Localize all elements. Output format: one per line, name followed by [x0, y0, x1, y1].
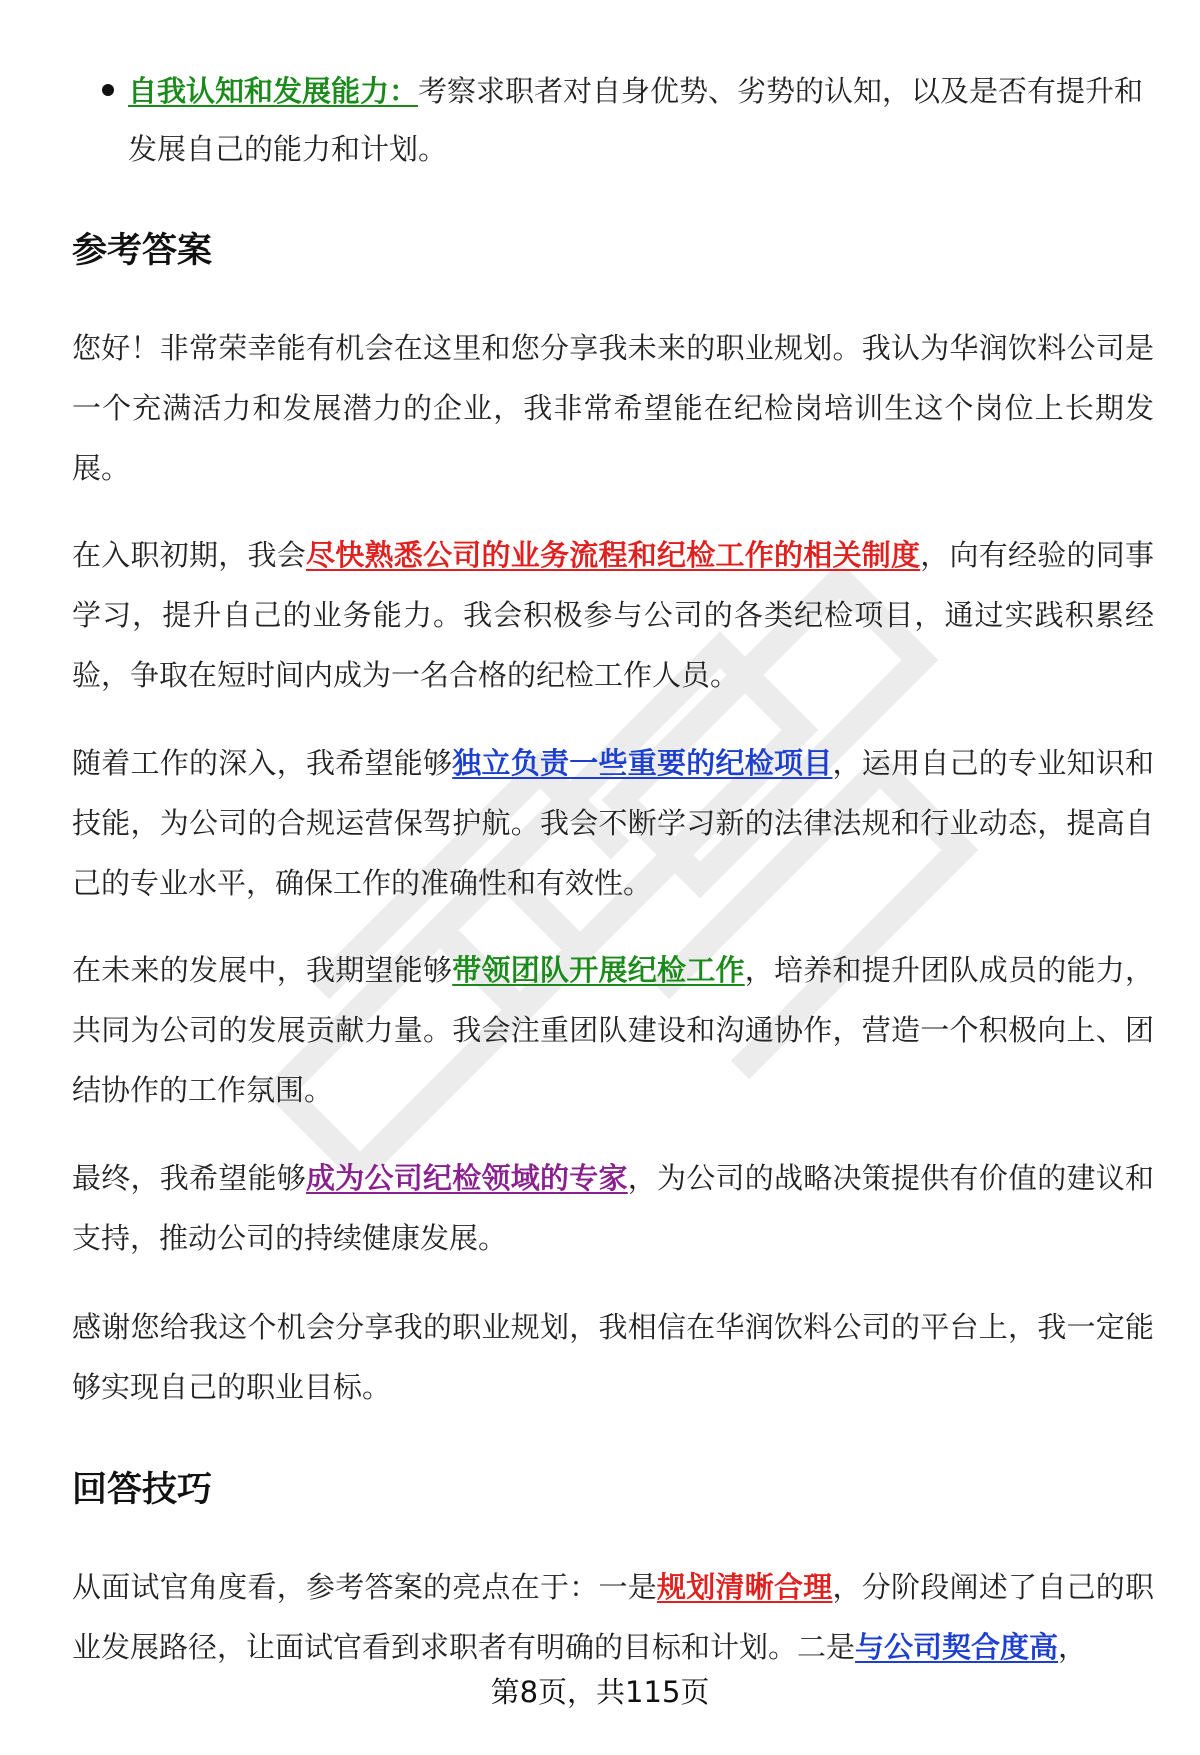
bullet-body: 考察求职者对自身优势、劣势的认知，以及是否有提升和发展自己的能力和计划。	[128, 74, 1144, 166]
paragraph-thanks	[72, 1297, 1154, 1417]
paragraph-text: 从面试官角度看，参考答案的亮点在于：一是	[72, 1570, 657, 1604]
highlight-purple: 成为公司纪检领域的专家	[306, 1161, 628, 1195]
paragraph-text: 在未来的发展中，我期望能够	[72, 953, 453, 987]
paragraph-text: ，分阶段阐述了自己的职业发展路径，让面试官看到求职者有明确的目标和计划。二是	[72, 1570, 1154, 1664]
paragraph-mid-stage	[72, 733, 1154, 913]
paragraph-text: ，向有经验的同事学习，提升自己的业务能力。我会积极参与公司的各类纪检项目，通过实践积累经验，争取在短时间内成为一名合格的纪检工作人员。	[72, 538, 1154, 692]
page-number: 第8页，共115页	[490, 1675, 710, 1709]
highlight-blue: 独立负责一些重要的纪检项目	[452, 746, 833, 780]
paragraph-text: 在入职初期，我会	[72, 538, 306, 572]
highlight-red: 尽快熟悉公司的业务流程和纪检工作的相关制度	[306, 538, 921, 572]
bullet-text	[128, 62, 1148, 178]
paragraph-future-stage	[72, 940, 1154, 1120]
paragraph-intro	[72, 318, 1154, 498]
section-heading-answer: 参考答案	[72, 231, 213, 271]
paragraph-text: ，	[1058, 1630, 1088, 1664]
paragraph-text: ，运用自己的专业知识和技能，为公司的合规运营保驾护航。我会不断学习新的法律法规和行业动态，提高自己的专业水平，确保工作的准确性和有效性。	[72, 746, 1154, 900]
paragraph-tips	[72, 1557, 1154, 1677]
section-heading-tips: 回答技巧	[72, 1470, 213, 1510]
highlight-blue: 与公司契合度高	[855, 1630, 1059, 1664]
bullet-dot-icon	[102, 84, 114, 96]
highlight-green: 带领团队开展纪检工作	[452, 953, 745, 987]
paragraph-early-stage	[72, 525, 1154, 705]
highlight-red: 规划清晰合理	[656, 1570, 833, 1604]
paragraph-text: 您好！非常荣幸能有机会在这里和您分享我未来的职业规划。我认为华润饮料公司是一个充满活力和发展潜力的企业，我非常希望能在纪检岗培训生这个岗位上长期发展。	[72, 331, 1154, 485]
paragraph-text: 随着工作的深入，我希望能够	[72, 746, 453, 780]
paragraph-text: ，为公司的战略决策提供有价值的建议和支持，推动公司的持续健康发展。	[72, 1161, 1154, 1255]
paragraph-text: 最终，我希望能够	[72, 1161, 306, 1195]
paragraph-final-stage	[72, 1148, 1154, 1268]
paragraph-text: 感谢您给我这个机会分享我的职业规划，我相信在华润饮料公司的平台上，我一定能够实现自己的职业目标。	[72, 1310, 1154, 1404]
bullet-highlight: 自我认知和发展能力：	[128, 74, 419, 108]
paragraph-text: ，培养和提升团队成员的能力，共同为公司的发展贡献力量。我会注重团队建设和沟通协作，营造一个积极向上、团结协作的工作氛围。	[72, 953, 1154, 1107]
